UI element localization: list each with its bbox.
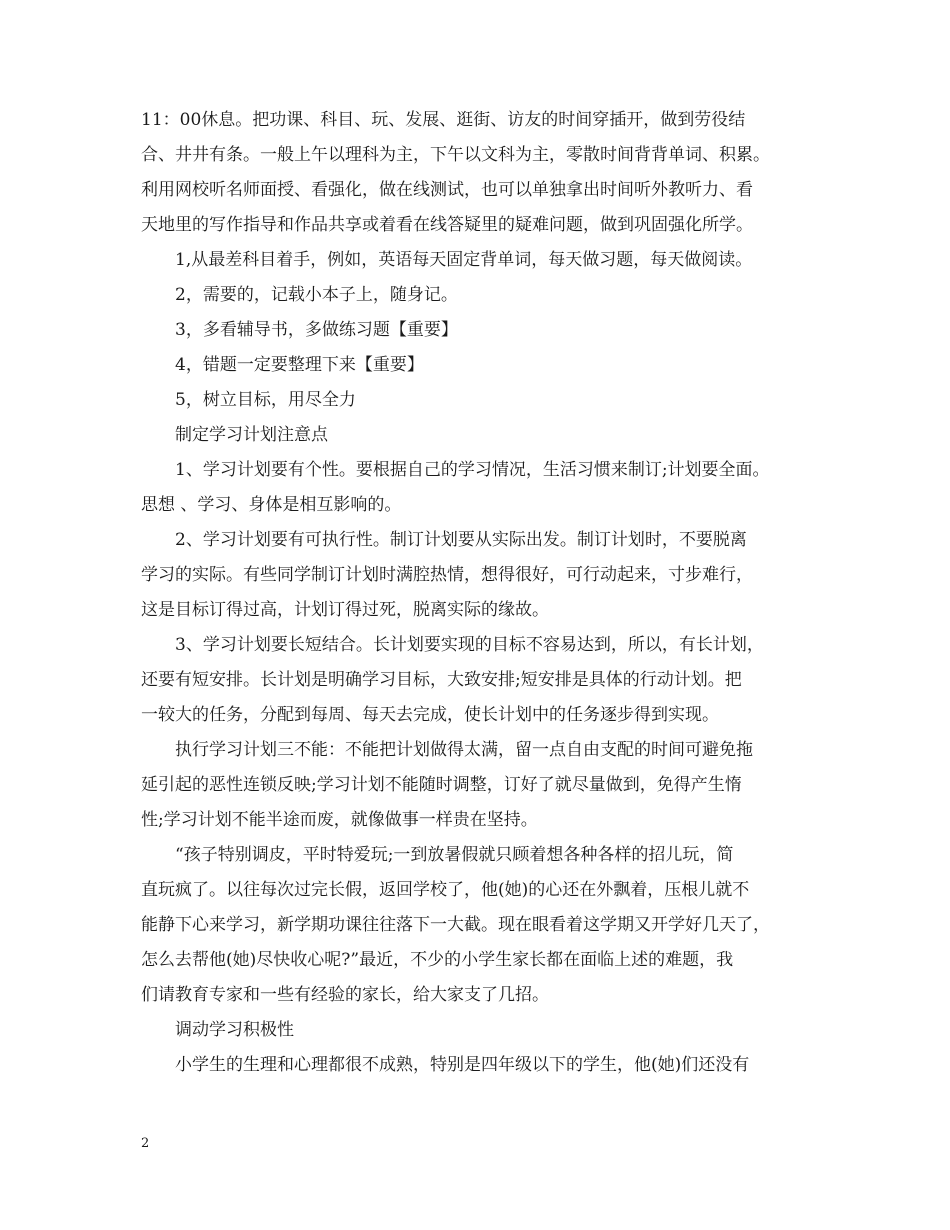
text-line: 小学生的生理和心理都很不成熟，特别是四年级以下的学生，他(她)们还没有	[175, 1055, 750, 1075]
text-line: 4，错题一定要整理下来【重要】	[175, 355, 424, 375]
text-line: 性;学习计划不能半途而废，就像做事一样贵在坚持。	[141, 810, 538, 830]
text-line: 学习的实际。有些同学制订计划时满腔热情，想得很好，可行动起来，寸步难行，	[141, 565, 753, 585]
text-line: 3、学习计划要长短结合。长计划要实现的目标不容易达到，所以，有长计划，	[175, 635, 764, 655]
text-line: 一较大的任务，分配到每周、每天去完成，使长计划中的任务逐步得到实现。	[141, 705, 719, 725]
section-heading: 调动学习积极性	[175, 1020, 294, 1040]
text-line: 利用网校听名师面授、看强化，做在线测试，也可以单独拿出时间听外教听力、看	[141, 180, 753, 200]
text-line: 还要有短安排。长计划是明确学习目标，大致安排;短安排是具体的行动计划。把	[141, 670, 742, 690]
text-line: 2，需要的，记载小本子上，随身记。	[175, 285, 458, 305]
page-number: 2	[141, 1136, 150, 1151]
text-line: 思想 、学习、身体是相互影响的。	[141, 495, 402, 515]
text-line: 2、学习计划要有可执行性。制订计划要从实际出发。制订计划时，不要脱离	[175, 530, 747, 550]
text-line: 1、学习计划要有个性。要根据自己的学习情况，生活习惯来制订;计划要全面。	[175, 460, 770, 480]
text-line: 这是目标订得过高，计划订得过死，脱离实际的缘故。	[141, 600, 549, 620]
text-line: 3，多看辅导书，多做练习题【重要】	[175, 320, 458, 340]
text-line: “孩子特别调皮，平时特爱玩;一到放暑假就只顾着想各种各样的招儿玩，简	[175, 845, 734, 865]
section-heading: 制定学习计划注意点	[175, 425, 328, 445]
text-line: 执行学习计划三不能：不能把计划做得太满，留一点自由支配的时间可避免拖	[175, 740, 753, 760]
text-line: 能静下心来学习，新学期功课往往落下一大截。现在眼看着这学期又开学好几天了，	[141, 915, 770, 935]
text-line: 延引起的恶性连锁反映;学习计划不能随时调整，订好了就尽量做到，免得产生惰	[141, 775, 742, 795]
body-text	[141, 103, 841, 1083]
text-line: 合、井井有条。一般上午以理科为主，下午以文科为主，零散时间背背单词、积累。	[141, 145, 770, 165]
text-line: 天地里的写作指导和作品共享或着看在线答疑里的疑难问题，做到巩固强化所学。	[141, 215, 753, 235]
text-line: 1,从最差科目着手，例如，英语每天固定背单词，每天做习题，每天做阅读。	[175, 250, 753, 270]
text-line: 们请教育专家和一些有经验的家长，给大家支了几招。	[141, 985, 549, 1005]
text-line: 直玩疯了。以往每次过完长假，返回学校了，他(她)的心还在外飘着，压根儿就不	[141, 880, 750, 900]
text-line: 11：00休息。把功课、科目、玩、发展、逛街、访友的时间穿插开，做到劳役结	[141, 110, 746, 130]
text-line: 5，树立目标，用尽全力	[175, 390, 356, 410]
text-line: 怎么去帮他(她)尽快收心呢?”最近，不少的小学生家长都在面临上述的难题，我	[141, 950, 734, 970]
